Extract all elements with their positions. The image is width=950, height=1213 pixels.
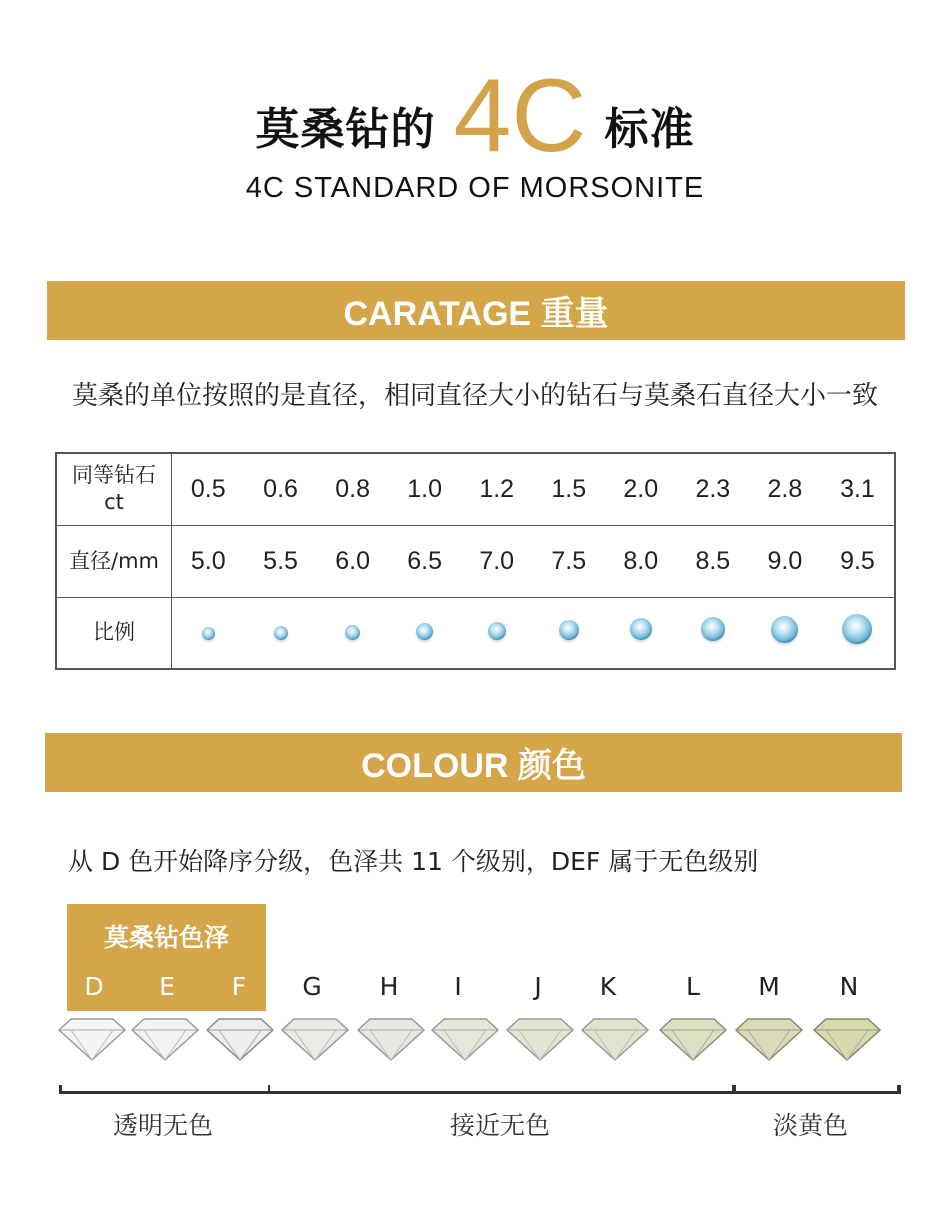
round-diamond-icon	[488, 622, 506, 640]
grade-g: G	[302, 972, 322, 1001]
diameter-row-header: 直径/mm	[56, 525, 172, 597]
ct-value: 2.8	[749, 453, 821, 525]
round-diamond-icon	[274, 626, 288, 640]
table-row-ratio	[56, 597, 895, 669]
diamond-side-icon	[356, 1016, 426, 1062]
diamond-side-icon	[580, 1016, 650, 1062]
title-right: 标准	[604, 104, 695, 155]
ratio-row-header: 比例	[56, 597, 172, 669]
table-row-ct	[56, 453, 895, 525]
round-diamond-icon	[202, 627, 215, 640]
scale-tick	[732, 1085, 736, 1094]
ct-value: 0.5	[172, 453, 245, 525]
carat-table	[55, 452, 896, 670]
scale-tick	[268, 1085, 270, 1094]
title-accent-4c: 4C	[453, 58, 587, 174]
diameter-value: 9.5	[821, 525, 895, 597]
ct-value: 2.3	[677, 453, 749, 525]
diameter-value: 7.0	[461, 525, 533, 597]
diameter-value: 6.5	[389, 525, 461, 597]
diamond-side-icon	[658, 1016, 728, 1062]
ct-value: 0.8	[317, 453, 389, 525]
diameter-value: 6.0	[317, 525, 389, 597]
colour-banner: COLOUR 颜色	[45, 733, 902, 792]
diameter-value: 9.0	[749, 525, 821, 597]
diameter-value: 5.0	[172, 525, 245, 597]
ct-value: 1.2	[461, 453, 533, 525]
title-left: 莫桑钻的	[255, 104, 436, 155]
round-diamond-icon	[416, 623, 433, 640]
grade-h: H	[379, 972, 399, 1001]
moissanite-colour-label: 莫桑钻色泽	[103, 923, 229, 952]
scale-label-faint-yellow: 淡黄色	[773, 1111, 849, 1140]
round-diamond-icon	[630, 618, 652, 640]
diamond-side-icon	[430, 1016, 500, 1062]
grade-k: K	[599, 972, 617, 1001]
ct-header-line2: ct	[104, 490, 124, 515]
diamond-side-icon	[734, 1016, 804, 1062]
diameter-value: 8.0	[605, 525, 677, 597]
ct-value: 1.0	[389, 453, 461, 525]
ct-value: 2.0	[605, 453, 677, 525]
diamond-side-icon	[280, 1016, 350, 1062]
page-title	[0, 58, 950, 174]
colour-scale-line	[59, 1091, 901, 1094]
grade-e: E	[159, 972, 175, 1001]
ct-value: 1.5	[533, 453, 605, 525]
grade-n: N	[839, 972, 859, 1001]
diamond-side-icon	[57, 1016, 127, 1062]
round-diamond-icon	[345, 625, 360, 640]
colour-description: 从 D 色开始降序分级，色泽共 11 个级别，DEF 属于无色级别	[68, 847, 759, 876]
scale-tick	[897, 1085, 901, 1094]
round-diamond-icon	[559, 620, 579, 640]
round-diamond-icon	[842, 614, 872, 644]
diameter-value: 8.5	[677, 525, 749, 597]
caratage-banner: CARATAGE 重量	[47, 281, 905, 340]
grade-m: M	[758, 972, 780, 1001]
ct-value: 0.6	[245, 453, 317, 525]
scale-tick	[59, 1085, 62, 1094]
ct-value: 3.1	[821, 453, 895, 525]
diameter-value: 7.5	[533, 525, 605, 597]
diamond-side-icon	[505, 1016, 575, 1062]
diamond-side-icon	[130, 1016, 200, 1062]
ct-row-header	[56, 453, 172, 525]
grade-d: D	[84, 972, 104, 1001]
grade-i: I	[454, 972, 462, 1001]
grade-f: F	[231, 972, 247, 1001]
page-subtitle: 4C STANDARD OF MORSONITE	[245, 172, 705, 204]
diamond-side-icon	[205, 1016, 275, 1062]
table-row-diameter	[56, 525, 895, 597]
caratage-description: 莫桑的单位按照的是直径，相同直径大小的钻石与莫桑石直径大小一致	[71, 381, 878, 411]
diameter-value: 5.5	[245, 525, 317, 597]
scale-label-near-colorless: 接近无色	[450, 1111, 551, 1140]
scale-label-colorless: 透明无色	[113, 1111, 214, 1140]
grade-l: L	[686, 972, 700, 1001]
grade-j: J	[534, 972, 542, 1001]
ct-header-line1: 同等钻石	[72, 463, 156, 488]
round-diamond-icon	[771, 616, 798, 643]
round-diamond-icon	[701, 617, 725, 641]
diamond-side-icon	[812, 1016, 882, 1062]
